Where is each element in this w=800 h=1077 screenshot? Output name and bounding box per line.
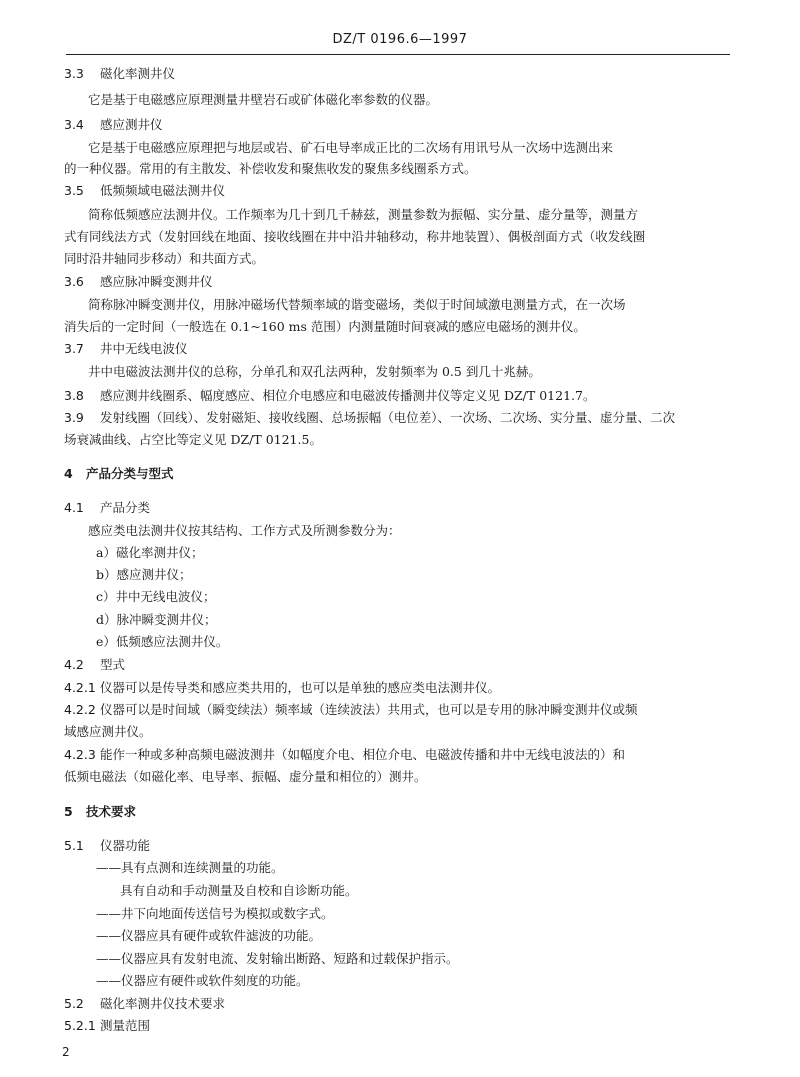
page-number: 2	[62, 1045, 70, 1059]
function-item-1: ——具有点测和连续测量的功能。	[96, 860, 284, 875]
clause-3-9-continued: 场衰减曲线、占空比等定义见 DZ/T 0121.5。	[64, 432, 322, 447]
function-item-5: ——仪器应有硬件或软件刻度的功能。	[96, 973, 309, 988]
clause-4-2-3	[64, 747, 736, 763]
clause-3-5-body-line-1: 简称低频感应法测井仪。工作频率为几十到几千赫兹，测量参数为振幅、实分量、虚分量等，测量方	[88, 207, 639, 222]
clause-number: 5.2	[64, 996, 84, 1011]
section-title: 技术要求	[86, 804, 137, 819]
function-item-4: ——仪器应具有发射电流、发射输出断路、短路和过载保护指示。	[96, 951, 459, 966]
header-rule	[66, 54, 730, 55]
clause-3-5-heading	[64, 183, 736, 199]
function-item-1-continued: 具有自动和手动测量及自校和自诊断功能。	[120, 883, 358, 898]
clause-3-3-heading	[64, 66, 736, 82]
clause-3-5-body-line-3: 同时沿井轴同步移动）和共面方式。	[64, 251, 265, 266]
clause-number: 3.3	[64, 66, 84, 81]
clause-3-4-body-line-1: 它是基于电磁感应原理把与地层或岩、矿石电导率成正比的二次场有用讯号从一次场中选测出来	[88, 140, 614, 155]
clause-3-7-heading	[64, 341, 736, 357]
clause-3-6-heading	[64, 274, 736, 290]
clause-title: 井中无线电波仪	[100, 341, 188, 356]
clause-number: 3.8	[64, 388, 84, 403]
clause-number: 3.9	[64, 410, 84, 425]
clause-number: 5.2.1	[64, 1018, 96, 1033]
clause-number: 3.7	[64, 341, 84, 356]
clause-number: 3.5	[64, 183, 84, 198]
clause-5-2-heading	[64, 996, 736, 1012]
clause-number: 5.1	[64, 838, 84, 853]
function-item-3: ——仪器应具有硬件或软件滤波的功能。	[96, 928, 322, 943]
list-item-d: d）脉冲瞬变测井仪；	[96, 612, 217, 627]
clause-text: 能作一种或多种高频电磁波测井（如幅度介电、相位介电、电磁波传播和井中无线电波法的）和	[100, 747, 626, 762]
clause-text: 仪器可以是传导类和感应类共用的，也可以是单独的感应类电法测井仪。	[100, 680, 501, 695]
clause-3-6-body-line-2: 消失后的一定时间（一般选在 0.1~160 ms 范围）内测量随时间衰减的感应电磁场的测井仪。	[64, 319, 586, 334]
section-4-heading	[64, 466, 736, 482]
section-number: 4	[64, 466, 73, 481]
clause-text: 感应测井线圈系、幅度感应、相位介电感应和电磁波传播测井仪等定义见 DZ/T 0121.7。	[100, 388, 596, 403]
clause-number: 4.2	[64, 657, 84, 672]
section-5-heading	[64, 804, 736, 820]
clause-4-2-3-continued: 低频电磁法（如磁化率、电导率、振幅、虚分量和相位的）测井。	[64, 769, 427, 784]
clause-text: 发射线圈（回线）、发射磁矩、接收线圈、总场振幅（电位差）、一次场、二次场、实分量、虚分量、二次	[100, 410, 676, 425]
clause-3-4-body-line-2: 的一种仪器。常用的有主散发、补偿收发和聚焦收发的聚焦多线圈系方式。	[64, 161, 477, 176]
clause-4-1-heading	[64, 500, 736, 516]
clause-title: 磁化率测井仪技术要求	[100, 996, 226, 1011]
list-item-b: b）感应测井仪；	[96, 567, 192, 582]
clause-3-9	[64, 410, 736, 426]
clause-title: 感应测井仪	[100, 117, 163, 132]
clause-4-2-2	[64, 702, 736, 718]
clause-3-4-heading	[64, 117, 736, 133]
clause-text: 仪器可以是时间域（瞬变续法）频率域（连续波法）共用式，也可以是专用的脉冲瞬变测井仪或频	[100, 702, 638, 717]
clause-number: 3.4	[64, 117, 84, 132]
clause-title: 型式	[100, 657, 126, 672]
clause-3-8	[64, 388, 736, 404]
clause-4-2-1	[64, 680, 736, 696]
list-item-c: c）井中无线电波仪；	[96, 589, 216, 604]
clause-3-5-body-line-2: 式有同线法方式（发射回线在地面、接收线圈在井中沿井轴移动，称井地装置）、偶极剖面方式（收发线圈	[64, 229, 646, 244]
clause-3-7-body: 井中电磁波法测井仪的总称，分单孔和双孔法两种，发射频率为 0.5 到几十兆赫。	[88, 364, 541, 379]
clause-3-6-body-line-1: 简称脉冲瞬变测井仪，用脉冲磁场代替频率域的谐变磁场，类似于时间域激电测量方式，在一次场	[88, 297, 626, 312]
section-number: 5	[64, 804, 73, 819]
clause-number: 3.6	[64, 274, 84, 289]
function-item-2: ——井下向地面传送信号为模拟或数字式。	[96, 906, 334, 921]
list-item-a: a）磁化率测井仪；	[96, 545, 204, 560]
clause-title: 磁化率测井仪	[100, 66, 176, 81]
clause-4-2-2-continued: 域感应测井仪。	[64, 724, 152, 739]
clause-3-3-body: 它是基于电磁感应原理测量井壁岩石或矿体磁化率参数的仪器。	[88, 92, 439, 107]
clause-title: 低频频域电磁法测井仪	[100, 183, 226, 198]
clause-number: 4.2.2	[64, 702, 96, 717]
standard-code-header: DZ/T 0196.6—1997	[332, 32, 468, 47]
section-title: 产品分类与型式	[86, 466, 174, 481]
clause-4-1-body: 感应类电法测井仪按其结构、工作方式及所测参数分为：	[88, 523, 401, 538]
clause-title: 产品分类	[100, 500, 151, 515]
clause-title: 感应脉冲瞬变测井仪	[100, 274, 213, 289]
clause-5-1-heading	[64, 838, 736, 854]
clause-4-2-heading	[64, 657, 736, 673]
clause-title: 测量范围	[100, 1018, 151, 1033]
clause-number: 4.2.3	[64, 747, 96, 762]
clause-title: 仪器功能	[100, 838, 151, 853]
list-item-e: e）低频感应法测井仪。	[96, 634, 229, 649]
clause-5-2-1-heading	[64, 1018, 736, 1034]
clause-number: 4.1	[64, 500, 84, 515]
clause-number: 4.2.1	[64, 680, 96, 695]
